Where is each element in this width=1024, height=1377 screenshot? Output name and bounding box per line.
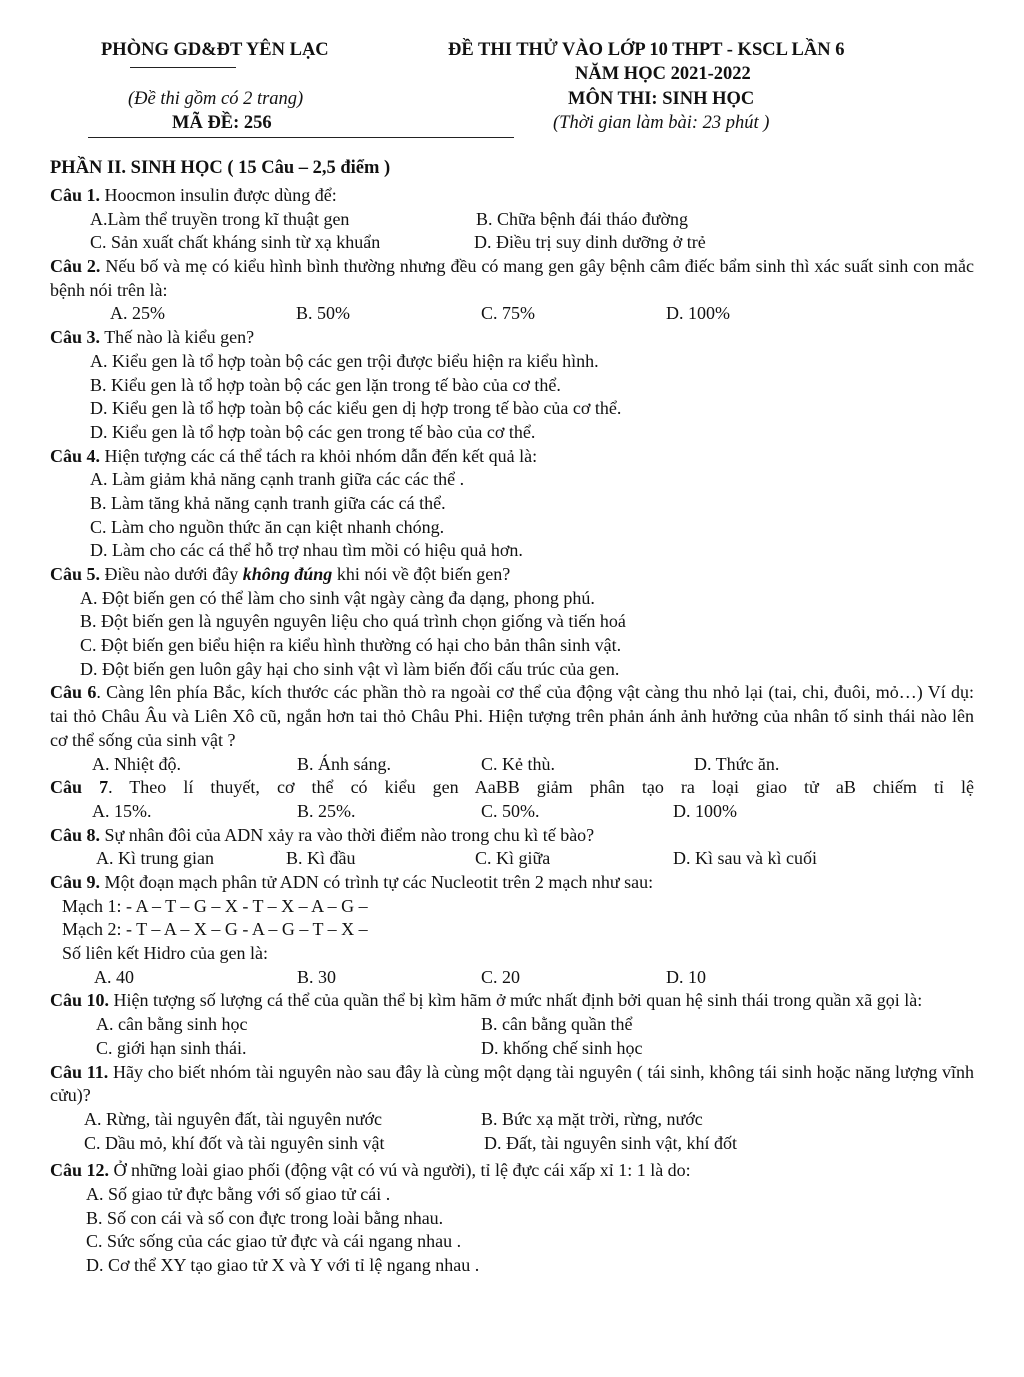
option-d[interactable]: D. Đột biến gen luôn gây hại cho sinh vật vì làm biến đối cấu trúc của gen. (80, 658, 620, 679)
option-d[interactable]: D. khống chế sinh học (481, 1037, 643, 1058)
question-label: Câu 4. (50, 445, 101, 466)
exam-code: MÃ ĐỀ: 256 (172, 113, 272, 133)
option-c[interactable]: C. Dầu mỏ, khí đốt và tài nguyên sinh vật (84, 1132, 385, 1153)
option-d[interactable]: D. 100% (666, 303, 730, 324)
duration: (Thời gian làm bài: 23 phút ) (553, 113, 770, 133)
question-text: Hiện tượng các cá thể tách ra khỏi nhóm dẫn đến kết quả là: (100, 445, 538, 466)
question-4 (50, 445, 974, 469)
option-c[interactable]: C. Làm cho nguồn thức ăn cạn kiệt nhanh chóng. (90, 516, 445, 537)
option-c[interactable]: C. Đột biến gen biểu hiện ra kiểu hình thường có hại cho bản thân sinh vật. (80, 635, 622, 656)
option-row (50, 1108, 974, 1132)
option-b[interactable]: B. 50% (296, 303, 350, 324)
option-a[interactable]: A. cân bằng sinh học (96, 1014, 248, 1035)
question-5 (50, 563, 974, 587)
option-d[interactable]: D. Làm cho các cá thể hỗ trợ nhau tìm mồi có hiệu quả hơn. (90, 540, 523, 561)
option-b[interactable]: B. cân bằng quần thể (481, 1014, 633, 1035)
section-title: PHẦN II. SINH HỌC ( 15 Câu – 2,5 điểm ) (50, 158, 391, 178)
question-label: Câu 11. (50, 1061, 109, 1082)
department-underline (130, 67, 236, 68)
question-1 (50, 184, 974, 208)
question-prompt: Số liên kết Hidro của gen là: (62, 943, 268, 964)
option-a[interactable]: A. Kiểu gen là tổ hợp toàn bộ các gen trội được biểu hiện ra kiểu hình. (90, 350, 599, 371)
option-b[interactable]: B. Làm tăng khả năng cạnh tranh giữa các cá thể. (90, 492, 446, 513)
option-c[interactable]: C. Sản xuất chất kháng sinh từ xạ khuẩn (90, 232, 381, 253)
option-a[interactable]: A. Nhiệt độ. (92, 753, 181, 774)
question-text: . Càng lên phía Bắc, kích thước các phần thò ra ngoài cơ thể của động vật càng thu nhỏ lại (tai, chi, đuôi, mỏ…) Ví dụ: tai thỏ Châu Âu và Liên Xô cũ, ngắn hơn tai thỏ Châu Phi. Hiện tượng trên phản ánh ảnh hưởng của nhân tố sinh thái nào lên cơ thể sống của sinh vật ? (50, 682, 975, 750)
option-row (50, 302, 974, 326)
question-label: Câu 3. (50, 327, 101, 348)
question-10 (50, 989, 974, 1013)
question-label: Câu 6 (50, 682, 97, 703)
option-b[interactable]: B. 30 (297, 966, 337, 987)
question-label: Câu 2. (50, 256, 101, 277)
option-a[interactable]: A. 15%. (92, 800, 152, 821)
option-d[interactable]: D. Kiểu gen là tổ hợp toàn bộ các gen trong tế bào của cơ thể. (90, 421, 536, 442)
school-year: NĂM HỌC 2021-2022 (575, 64, 751, 84)
question-label: Câu 9. (50, 872, 101, 893)
question-6 (50, 681, 974, 752)
option-a[interactable]: A. Số giao tử đực bằng với số giao tử cái . (86, 1184, 391, 1205)
option-row (50, 208, 974, 232)
option-a[interactable]: A. Kì trung gian (96, 848, 214, 869)
option-a[interactable]: A. Làm giảm khả năng cạnh tranh giữa các các thể . (90, 469, 465, 490)
option-d[interactable]: D. 10 (666, 966, 706, 987)
option-b[interactable]: B. Ánh sáng. (297, 753, 391, 774)
question-11 (50, 1061, 974, 1108)
option-b[interactable]: B. Bức xạ mặt trời, rừng, nước (481, 1108, 703, 1129)
question-list (50, 184, 974, 1278)
question-text: Ở những loài giao phối (động vật có vú và người), tỉ lệ đực cái xấp xỉ 1: 1 là do: (109, 1160, 691, 1181)
option-row (50, 1132, 974, 1156)
option-d[interactable]: D. 100% (673, 800, 737, 821)
option-b[interactable]: B. Chữa bệnh đái tháo đường (476, 208, 689, 229)
question-text: Hiện tượng số lượng cá thể của quần thể bị kìm hãm ở mức nhất định bởi quan hệ sinh thái trong quần xã gọi là: (109, 990, 923, 1011)
option-a[interactable]: A.Làm thể truyền trong kĩ thuật gen (90, 208, 350, 229)
option-a[interactable]: A. Rừng, tài nguyên đất, tài nguyên nước (84, 1108, 382, 1129)
option-row (50, 1037, 974, 1061)
question-label: Câu 12. (50, 1160, 110, 1181)
option-a[interactable]: A. 40 (94, 966, 134, 987)
question-2 (50, 255, 974, 302)
question-label: Câu 7 (50, 777, 109, 798)
question-label: Câu 10. (50, 990, 110, 1011)
question-7 (50, 776, 974, 800)
option-b[interactable]: B. Số con cái và số con đực trong loài bằng nhau. (86, 1207, 444, 1228)
option-d[interactable]: D. Đất, tài nguyên sinh vật, khí đốt (484, 1132, 737, 1153)
option-b[interactable]: B. Kì đầu (286, 848, 356, 869)
question-text: Một đoạn mạch phân tử ADN có trình tự các Nucleotit trên 2 mạch như sau: (100, 872, 654, 893)
question-label: Câu 8. (50, 824, 101, 845)
option-c[interactable]: C. giới hạn sinh thái. (96, 1037, 247, 1058)
department-name: PHÒNG GD&ĐT YÊN LẠC (101, 40, 329, 60)
dna-strand-1: Mạch 1: - A – T – G – X - T – X – A – G – (62, 895, 368, 916)
question-8 (50, 824, 974, 848)
option-a[interactable]: A. 25% (110, 303, 165, 324)
question-text: Hãy cho biết nhóm tài nguyên nào sau đây là cùng một dạng tài nguyên ( tái sinh, không tái sinh hoặc năng lượng vĩnh cửu)? (50, 1061, 974, 1106)
option-d[interactable]: D. Kì sau và kì cuối (673, 848, 817, 869)
question-text: . Theo lí thuyết, cơ thể có kiểu gen AaBB giảm phân tạo ra loại giao tử aB chiếm tỉ lệ (108, 777, 974, 798)
question-12 (50, 1159, 974, 1183)
option-d[interactable]: D. Thức ăn. (694, 753, 780, 774)
question-text: Sự nhân đôi của ADN xảy ra vào thời điểm nào trong chu kì tế bào? (100, 824, 595, 845)
question-text: Điều nào dưới đây (100, 564, 243, 585)
question-emphasis: không đúng (242, 564, 333, 585)
option-row (50, 847, 974, 871)
header-divider (88, 137, 514, 138)
question-label: Câu 5. (50, 564, 101, 585)
option-a[interactable]: A. Đột biến gen có thể làm cho sinh vật ngày càng đa dạng, phong phú. (80, 587, 595, 608)
option-row (50, 1013, 974, 1037)
question-9 (50, 871, 974, 895)
subject: MÔN THI: SINH HỌC (568, 89, 755, 109)
question-text: Thế nào là kiểu gen? (100, 327, 255, 348)
option-d[interactable]: D. Điều trị suy dinh dưỡng ở trẻ (474, 232, 706, 253)
exam-title: ĐỀ THI THỬ VÀO LỚP 10 THPT - KSCL LẦN 6 (448, 40, 845, 60)
option-c[interactable]: D. Kiểu gen là tổ hợp toàn bộ các kiểu gen dị hợp trong tế bào của cơ thể. (90, 398, 622, 419)
question-3 (50, 326, 974, 350)
page-count-note: (Đề thi gồm có 2 trang) (128, 89, 304, 109)
option-b[interactable]: B. 25%. (297, 800, 356, 821)
option-c[interactable]: C. 75% (481, 303, 535, 324)
option-b[interactable]: B. Kiểu gen là tổ hợp toàn bộ các gen lặn trong tế bào của cơ thể. (90, 374, 561, 395)
option-row (50, 231, 974, 255)
option-b[interactable]: B. Đột biến gen là nguyên nguyên liệu cho quá trình chọn giống và tiến hoá (80, 611, 626, 632)
question-text: Hoocmon insulin được dùng để: (100, 185, 337, 205)
option-d[interactable]: D. Cơ thể XY tạo giao tử X và Y với tỉ lệ ngang nhau . (86, 1255, 480, 1276)
option-row (50, 753, 974, 777)
option-c[interactable]: C. Kì giữa (475, 848, 551, 869)
option-c[interactable]: C. 50%. (481, 800, 540, 821)
question-text: Nếu bố và mẹ có kiểu hình bình thường nhưng đều có mang gen gây bệnh câm điếc bẩm sinh thì xác suất sinh con mắc bệnh nói trên là: (50, 256, 975, 300)
option-row (50, 800, 974, 824)
option-row (50, 966, 974, 990)
question-label: Câu 1. (50, 185, 101, 205)
dna-strand-2: Mạch 2: - T – A – X – G - A – G – T – X – (62, 919, 368, 940)
option-c[interactable]: C. Sức sống của các giao tử đực và cái ngang nhau . (86, 1231, 462, 1252)
option-c[interactable]: C. Kẻ thù. (481, 753, 555, 774)
option-c[interactable]: C. 20 (481, 966, 521, 987)
question-text-end: khi nói về đột biến gen? (332, 564, 511, 585)
